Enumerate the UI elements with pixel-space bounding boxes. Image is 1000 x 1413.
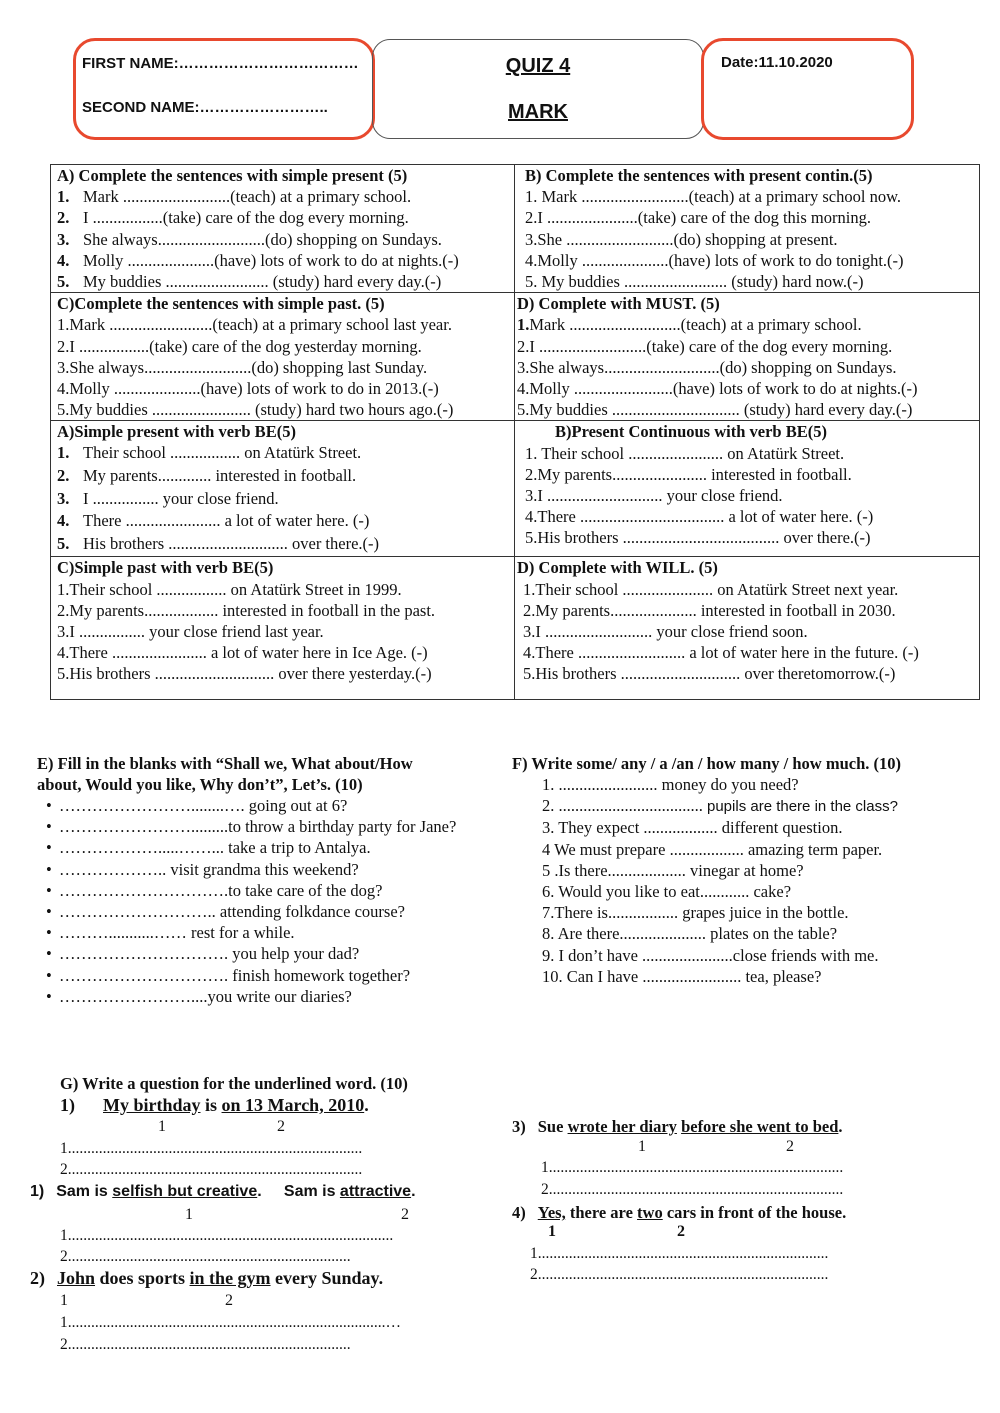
exercise-table — [50, 164, 980, 700]
exercise-item[interactable]: 5.My buddies ........................ (study) hard two hours ago.(-) — [57, 400, 454, 420]
table-row — [51, 165, 980, 293]
exercise-item[interactable]: 5.His brothers ...................................... over there.(-) — [525, 528, 871, 548]
exercise-item[interactable]: 1.Their school ................. on Atatürk Street in 1999. — [57, 579, 402, 599]
answer-line[interactable]: 2........................................................................... — [530, 1266, 829, 1283]
first-name-box — [73, 38, 375, 140]
list-item[interactable]: 8. Are there..................... plates on the table? — [542, 924, 838, 944]
section-title: B) Complete the sentences with present contin.(5) — [525, 166, 873, 185]
section-e-title: E) Fill in the blanks with “Shall we, What about/How about, Would you like, Why don’t”, Let’s. (10) — [37, 754, 413, 794]
section-c-past-be — [51, 557, 515, 700]
answer-line[interactable]: 2......................................................................... — [60, 1248, 351, 1265]
exercise-item[interactable]: 2. My parents............. interested in football. — [57, 466, 357, 486]
exercise-item[interactable]: 2.I ..........................(take) care of the dog every morning. — [517, 336, 893, 356]
marker-1: 1 — [158, 1118, 166, 1135]
list-item[interactable]: • …………………….........to throw a birthday party for Jane? — [46, 817, 457, 837]
exercise-item[interactable]: 5.His brothers ............................. over theretomorrow.(-) — [523, 664, 896, 684]
list-item[interactable]: • ……………….....……... take a trip to Antalya. — [46, 838, 371, 858]
exercise-item[interactable]: 3. I ................ your close friend. — [57, 488, 279, 508]
second-name-field[interactable]: SECOND NAME:…………………….. — [82, 99, 328, 116]
answer-line[interactable]: 2............................................................................ — [541, 1181, 844, 1198]
section-d-must — [515, 293, 980, 421]
exercise-item[interactable]: 5.His brothers ............................. over there yesterday.(-) — [57, 664, 432, 684]
question-5: 4) Yes, there are two cars in front of the house. — [512, 1203, 847, 1222]
section-d-will — [515, 557, 980, 700]
answer-line[interactable]: 1........................................................................... — [530, 1245, 829, 1262]
list-item[interactable]: 9. I don’t have ......................close friends with me. — [542, 945, 879, 965]
exercise-item[interactable]: 1. Their school ................. on Atatürk Street. — [57, 443, 362, 463]
section-title: A)Simple present with verb BE(5) — [57, 422, 296, 442]
exercise-item[interactable]: 5. My buddies ......................... (study) hard every day.(-) — [57, 272, 442, 292]
marker-1: 1 — [60, 1292, 68, 1309]
list-item[interactable]: • ……………………....you write our diaries? — [46, 986, 352, 1006]
list-item[interactable]: 4 We must prepare .................. amazing term paper. — [542, 839, 883, 859]
exercise-item[interactable]: 1.Mark .........................(teach) at a primary school last year. — [57, 315, 452, 335]
section-title: C)Complete the sentences with simple past. (5) — [57, 294, 385, 314]
list-item[interactable]: 5 .Is there................... vinegar at home? — [542, 860, 804, 880]
answer-line[interactable]: 1............................................................................ — [541, 1159, 844, 1176]
answer-line[interactable]: 1............................................................................ — [60, 1140, 363, 1157]
answer-line[interactable]: 1..................................................................................… — [60, 1314, 401, 1331]
marker-2: 2 — [786, 1138, 794, 1155]
exercise-item[interactable]: 4.There ................................... a lot of water here. (-) — [525, 507, 874, 527]
list-item[interactable]: • …………………………. finish homework together? — [46, 965, 411, 985]
exercise-item[interactable]: 2.I .................(take) care of the dog yesterday morning. — [57, 336, 422, 356]
marker-1: 1 — [638, 1138, 646, 1155]
list-item[interactable]: • ……………………........…. going out at 6? — [46, 796, 348, 815]
section-b-present-continuous — [515, 165, 980, 293]
table-row — [51, 421, 980, 557]
list-item[interactable]: 10. Can I have ........................ tea, please? — [542, 966, 822, 986]
quiz-title: QUIZ 4 — [505, 55, 571, 77]
section-e-list — [0, 795, 490, 1007]
list-item[interactable]: 6. Would you like to eat............ cake? — [542, 882, 792, 902]
first-name-field[interactable]: FIRST NAME:……………………………… — [82, 55, 359, 72]
exercise-item[interactable]: 1. Their school ....................... on Atatürk Street. — [525, 443, 845, 463]
list-item[interactable]: • ……………….. visit grandma this weekend? — [46, 859, 359, 879]
exercise-item[interactable]: 5. My buddies ......................... (study) hard now.(-) — [525, 272, 864, 292]
table-row — [51, 557, 980, 700]
list-item[interactable]: • ……………………….. attending folkdance course? — [46, 902, 405, 922]
section-f-list — [542, 774, 982, 987]
section-title: D) Complete with MUST. (5) — [517, 294, 720, 314]
marker-2: 2 — [677, 1223, 685, 1240]
marker-2: 2 — [277, 1118, 285, 1135]
exercise-item[interactable]: 2.My parents....................... interested in football. — [525, 464, 852, 484]
question-1: 1) My birthday is on 13 March, 2010. — [60, 1095, 369, 1115]
exercise-item[interactable]: 3.She ..........................(do) shopping at present. — [525, 229, 838, 249]
exercise-item[interactable]: 3.I .......................... your close friend soon. — [523, 622, 808, 642]
answer-line[interactable]: 2............................................................................ — [60, 1161, 363, 1178]
list-item[interactable]: 2. ................................... pupils are there in the class? — [542, 796, 898, 816]
exercise-item[interactable]: 2. I .................(take) care of the dog every morning. — [57, 208, 409, 228]
answer-line[interactable]: 2......................................................................... — [60, 1336, 351, 1353]
section-f-title: F) Write some/ any / a /an / how many / how much. (10) — [512, 754, 901, 773]
list-item[interactable]: • ………...........…… rest for a while. — [46, 923, 295, 943]
marker-2: 2 — [401, 1206, 409, 1223]
list-item[interactable]: • …………………………. you help your dad? — [46, 944, 360, 964]
exercise-item[interactable]: 1.Mark ...........................(teach) at a primary school. — [517, 315, 862, 335]
exercise-item[interactable]: 4.There .......................... a lot of water here in the future. (-) — [523, 643, 919, 663]
question-3: 2) John does sports in the gym every Sunday. — [30, 1268, 384, 1288]
section-title: A) Complete the sentences with simple present (5) — [57, 166, 408, 185]
section-b-continuous-be — [515, 421, 980, 557]
section-title: D) Complete with WILL. (5) — [517, 558, 718, 578]
date-label: Date:11.10.2020 — [721, 54, 833, 71]
list-item[interactable]: 3. They expect .................. different question. — [542, 818, 843, 838]
section-title: B)Present Continuous with verb BE(5) — [555, 422, 827, 442]
exercise-item[interactable]: 5.My buddies ............................... (study) hard every day.(-) — [517, 400, 913, 420]
exercise-item[interactable]: 1. Mark ..........................(teach) at a primary school now. — [525, 187, 902, 207]
exercise-item[interactable]: 4.Molly .....................(have) lots of work to do in 2013.(-) — [57, 379, 439, 399]
exercise-item[interactable]: 1.Their school ...................... on Atatürk Street next year. — [523, 579, 899, 599]
question-2: 1) Sam is selfish but creative. Sam is attractive. — [30, 1183, 416, 1200]
exercise-item[interactable]: 5. His brothers ............................. over there.(-) — [57, 533, 380, 553]
marker-2: 2 — [225, 1292, 233, 1309]
section-a-present-be — [51, 421, 515, 557]
exercise-item[interactable]: 3.She always..........................(do) shopping last Sunday. — [57, 357, 428, 377]
exercise-item[interactable]: 2.My parents..................... interested in football in 2030. — [523, 600, 896, 620]
marker-1: 1 — [185, 1206, 193, 1223]
table-row — [51, 293, 980, 421]
section-g-title: G) Write a question for the underlined word. (10) — [60, 1074, 408, 1093]
mark-label: MARK — [508, 101, 568, 123]
question-4: 3) Sue wrote her diary before she went to bed. — [512, 1117, 843, 1136]
exercise-item[interactable]: 3.She always............................(do) shopping on Sundays. — [517, 357, 897, 377]
exercise-item[interactable]: 4. There ....................... a lot of water here. (-) — [57, 511, 370, 531]
exercise-item[interactable]: 1. Mark ..........................(teach) at a primary school. — [57, 187, 412, 207]
exercise-item[interactable]: 3. She always..........................(do) shopping on Sundays. — [57, 229, 442, 249]
exercise-item[interactable]: 4. Molly .....................(have) lots of work to do at nights.(-) — [57, 250, 459, 270]
exercise-item[interactable]: 4.Molly ........................(have) lots of work to do at nights.(-) — [517, 379, 918, 399]
answer-line[interactable]: 1.................................................................................... — [60, 1227, 394, 1244]
section-title: C)Simple past with verb BE(5) — [57, 558, 274, 578]
list-item[interactable]: • ………………………….to take care of the dog? — [46, 880, 383, 900]
list-item[interactable]: 7.There is................. grapes juice in the bottle. — [542, 903, 849, 923]
exercise-item[interactable]: 4.Molly .....................(have) lots of work to do tonight.(-) — [525, 250, 904, 270]
exercise-item[interactable]: 2.My parents.................. interested in football in the past. — [57, 600, 436, 620]
list-item[interactable]: 1. ........................ money do you need? — [542, 775, 799, 794]
exercise-item[interactable]: 4.There ....................... a lot of water here in Ice Age. (-) — [57, 643, 428, 663]
marker-1: 1 — [548, 1223, 556, 1240]
quiz-title-box — [372, 39, 704, 139]
section-a-simple-present — [51, 165, 515, 293]
exercise-item[interactable]: 3.I ............................ your close friend. — [525, 486, 783, 506]
exercise-item[interactable]: 2.I ......................(take) care of the dog this morning. — [525, 208, 871, 228]
section-c-simple-past — [51, 293, 515, 421]
exercise-item[interactable]: 3.I ................ your close friend last year. — [57, 622, 324, 642]
